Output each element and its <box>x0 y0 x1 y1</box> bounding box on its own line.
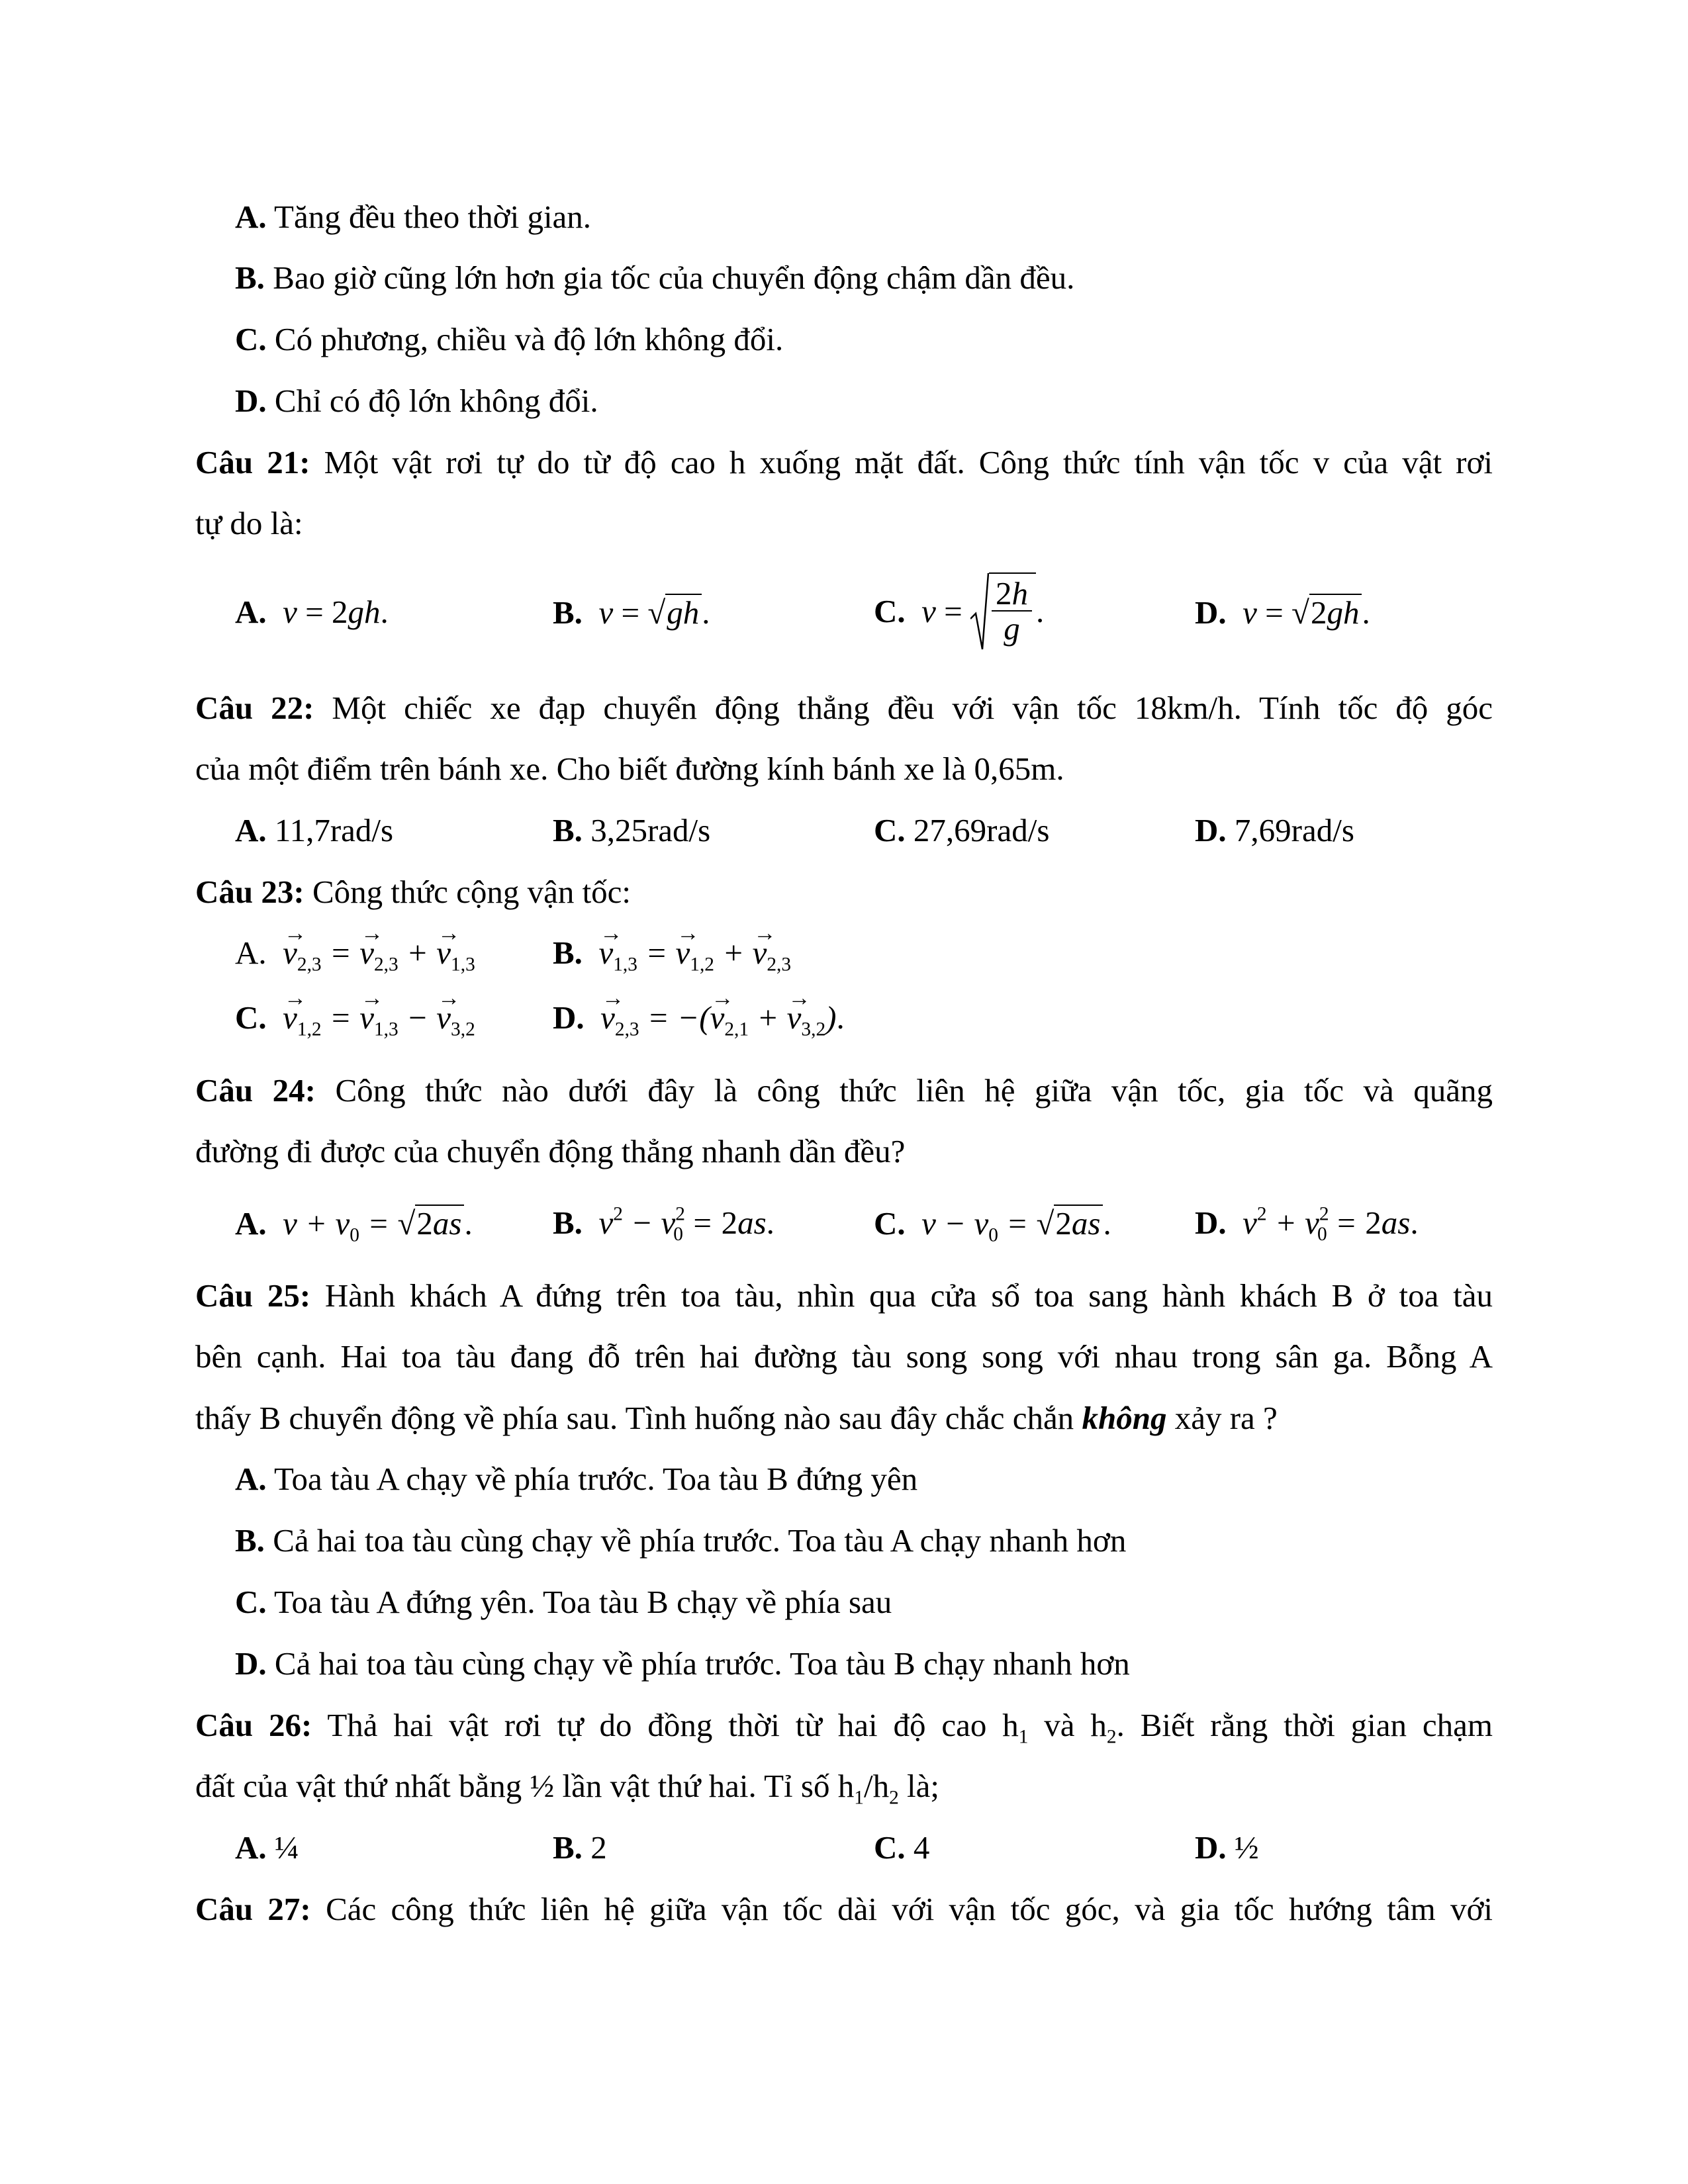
q26-option-b: B. 2 <box>553 1829 607 1866</box>
q25-option-c: C. Toa tàu A đứng yên. Toa tàu B chạy về phía sau <box>235 1584 892 1620</box>
q26-stem-line2: đất của vật thứ nhất bằng ½ lần vật thứ hai. Tỉ số $h_1/h_2$ là; <box>195 1768 940 1809</box>
q25-option-d: D. Cả hai toa tàu cùng chạy về phía trước. Toa tàu B chạy nhanh hơn <box>235 1645 1130 1682</box>
q21-option-b: B. v = √gh. <box>553 594 710 631</box>
q24-option-c: C. $v - v_0 = √2as$. <box>874 1205 1111 1246</box>
radical-sign <box>970 572 989 651</box>
q21-option-c: C. v = $\frac{2h}{g}$ . <box>874 572 1044 651</box>
q26-option-a: A. ¼ <box>235 1829 299 1866</box>
q24-stem-line2: đường đi được của chuyển động thẳng nhanh dần đều? <box>195 1133 906 1169</box>
q24-option-a: A. $v + v_0 = √2as$. <box>235 1205 473 1246</box>
q24-option-b: B. $v^2 - v^2_0 = 2as$. <box>553 1203 774 1246</box>
q23-option-c: C. → $v_{1,2}$ = → $v_{1,3}$ − → $v_{3,2}$ <box>235 999 475 1036</box>
q22-option-a: A. 11,7rad/s <box>235 812 394 848</box>
q27-stem-line1: Câu 27: Các công thức liên hệ giữa vận tốc dài với vận tốc góc, và gia tốc hướng tâm với <box>195 1891 1493 1927</box>
q20-option-d: D. Chỉ có độ lớn không đổi. <box>235 383 598 419</box>
q26-option-c: C. 4 <box>874 1829 930 1866</box>
q23-option-b: B. → $v_{1,3}$ = → $v_{1,2}$ + → $v_{2,3}$ <box>553 934 791 972</box>
q25-stem-line2: bên cạnh. Hai toa tàu đang đỗ trên hai đường tàu song song với nhau trong sân ga. Bỗng A <box>195 1338 1493 1375</box>
q23-option-a: A. → $v_{2,3}$ = → $v_{2,3}$ + → $v_{1,3}$ <box>235 934 475 972</box>
q22-stem-line1: Câu 22: Một chiếc xe đạp chuyển động thẳng đều với vận tốc 18km/h. Tính tốc độ góc <box>195 690 1493 726</box>
q26-option-d: D. ½ <box>1195 1829 1259 1866</box>
q20-option-b: B. Bao giờ cũng lớn hơn gia tốc của chuyển động chậm dần đều. <box>235 259 1075 296</box>
q24-option-d: D. $v^2 + v^2_0 = 2as$. <box>1195 1203 1419 1246</box>
q24-stem-line1: Câu 24: Công thức nào dưới đây là công thức liên hệ giữa vận tốc, gia tốc và quãng <box>195 1072 1493 1109</box>
q20-option-c: C. Có phương, chiều và độ lớn không đổi. <box>235 321 784 357</box>
q23-option-d: D. → $v_{2,3}$ = −(→ $v_{2,1}$ + → $v_{3,2}$). <box>553 999 845 1036</box>
sqrt-fraction: $\frac{2h}{g}$ <box>970 572 1036 651</box>
q22-option-d: D. 7,69rad/s <box>1195 812 1354 848</box>
q21-stem-line2: tự do là: <box>195 505 303 541</box>
q21-option-d: D. v = √2gh. <box>1195 594 1370 631</box>
q25-stem-line1: Câu 25: Hành khách A đứng trên toa tàu, nhìn qua cửa sổ toa sang hành khách B ở toa tàu <box>195 1277 1493 1314</box>
q25-option-a: A. Toa tàu A chạy về phía trước. Toa tàu B đứng yên <box>235 1461 918 1497</box>
q25-stem-line3: thấy B chuyển động về phía sau. Tình huống nào sau đây chắc chắn không xảy ra ? <box>195 1400 1278 1436</box>
q20-option-a: A. Tăng đều theo thời gian. <box>235 199 592 235</box>
q22-stem-line2: của một điểm trên bánh xe. Cho biết đường kính bánh xe là 0,65m. <box>195 751 1064 787</box>
q23-stem: Câu 23: Công thức cộng vận tốc: <box>195 874 632 910</box>
q26-stem-line1: Câu 26: Thả hai vật rơi tự do đồng thời từ hai độ cao $h_1$ và $h_2$. Biết rằng thời gian chạm <box>195 1707 1493 1748</box>
q21-option-a: A. v = 2gh. <box>235 594 389 630</box>
q22-option-c: C. 27,69rad/s <box>874 812 1050 848</box>
q21-stem-line1: Câu 21: Một vật rơi tự do từ độ cao h xuống mặt đất. Công thức tính vận tốc v của vật rơi <box>195 444 1493 480</box>
q22-option-b: B. 3,25rad/s <box>553 812 711 848</box>
q25-option-b: B. Cả hai toa tàu cùng chạy về phía trước. Toa tàu A chạy nhanh hơn <box>235 1522 1127 1559</box>
